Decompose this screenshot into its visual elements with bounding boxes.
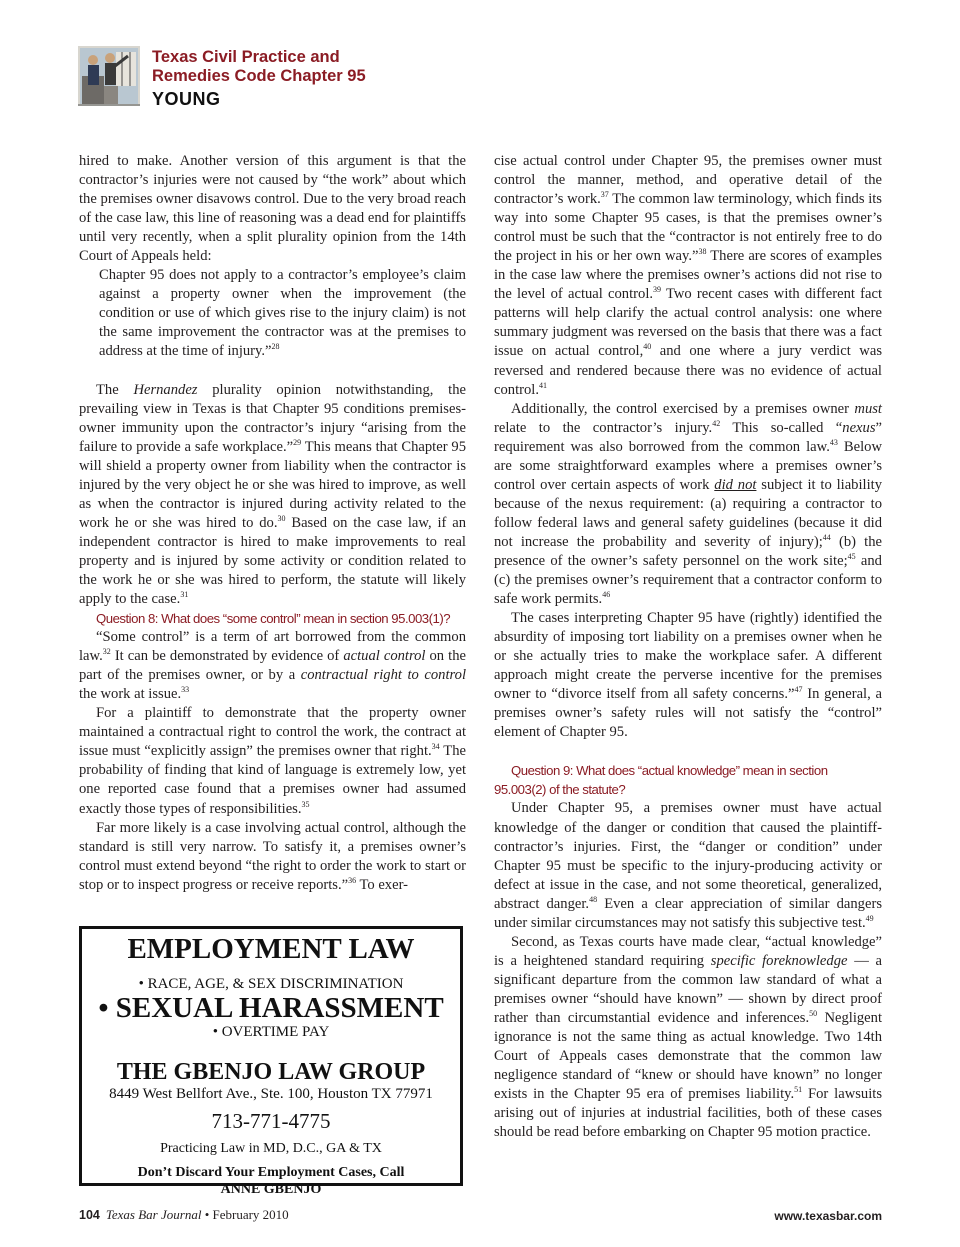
journal-name: Texas Bar Journal <box>105 1207 202 1222</box>
footnote-ref: 41 <box>539 380 547 390</box>
question-8-heading: Question 8: What does “some control” mean in section 95.003(1)? <box>96 611 451 627</box>
footnote-ref: 40 <box>643 342 652 352</box>
footnote-ref: 45 <box>847 551 856 561</box>
footnote-ref: 39 <box>653 285 662 295</box>
ad-firm-name: THE GBENJO LAW GROUP <box>116 1059 426 1085</box>
footnote-ref: 38 <box>698 247 707 257</box>
series-title <box>152 48 366 86</box>
author-name: YOUNG <box>152 89 221 109</box>
ad-call-to-action: Don’t Discard Your Employment Cases, Call <box>137 1165 405 1180</box>
paragraph: The cases interpreting Chapter 95 have (rightly) identified the absurdity of imposing tort liability on a premises owner when he or she actually tries to make the workplace safer. A different approach might create the perverse incentive for the premises owner to “divorce itself from all safety concerns.”$^{47}$ In general, a premises owner’s safety rules will not satisfy the “control” element of Chapter 95. <box>494 610 882 741</box>
ad-item: • OVERTIME PAY <box>212 1024 330 1040</box>
footer-separator: • <box>201 1207 213 1222</box>
right-column <box>494 152 882 1142</box>
footnote-ref: 30 <box>277 513 286 523</box>
ad-contact-name: ANNE GBENJO <box>220 1182 322 1197</box>
series-title-line-1: Texas Civil Practice and <box>152 48 340 66</box>
paragraph: For a plaintiff to demonstrate that the property owner maintained a contractual right to control the work, the contract at issue must “explicitly assign” the premises owner that right.$^{34}$ The probability of finding that kind of language is extremely low, yet one reported case found that a premises owner had assumed exactly those types of responsibilities.$^{35}$ <box>79 705 466 817</box>
ad-phone: 713-771-4775 <box>211 1109 331 1133</box>
ad-practice-areas: Practicing Law in MD, D.C., GA & TX <box>160 1141 382 1156</box>
footnote-ref: 44 <box>822 532 831 542</box>
issue-date: February 2010 <box>212 1207 289 1222</box>
footnote-ref: 42 <box>712 418 721 428</box>
employment-law-advertisement <box>79 926 463 1197</box>
page-footer <box>79 1207 289 1223</box>
footnote-ref: 50 <box>809 1008 818 1018</box>
paragraph: hired to make. Another version of this argument is that the contractor’s injuries were not caused by “the work” about which the premises owner disavows control. Due to the very broad reach of the case law, this line of reasoning was a dead end for plaintiffs until very recently, when a split plurality opinion from the 14th Court of Appeals held: <box>79 153 466 265</box>
footnote-ref: 36 <box>348 875 357 885</box>
article-header <box>78 46 398 108</box>
paragraph: Additionally, the control exercised by a premises owner must relate to the contractor’s injury.$^{42}$ This so-called “nexus” requirement was also borrowed from the common law.$^{43}$ Below are some straightforward examples where a premises owner’s control over certain aspects of work did not subject it to liability because of the nexus requirement: (a) requiring a contractor to follow federal laws and general safety guidelines (because it did not increase the probability and severity of injury);$^{44}$ (b) the presence of the owner’s safety personnel on the work site;$^{45}$ and (c) the premises owner’s requirement that a contractor conform to safe work permits.$^{46}$ <box>494 400 882 608</box>
footnote-ref: 34 <box>431 742 440 752</box>
footnote-ref: 37 <box>600 190 609 200</box>
footnote-ref: 33 <box>181 685 190 695</box>
footnote-ref: 29 <box>293 437 302 447</box>
page-number: 104 <box>79 1208 100 1222</box>
footnote-ref: 49 <box>865 913 874 923</box>
paragraph: Under Chapter 95, a premises owner must have actual knowledge of the danger or condition that caused the plaintiff-contractor’s injuries. First, the “danger or condition” under Chapter 95 must be specific to the injury-producing activity or defect at issue in the case, and not some theoretical, generalized, abstract danger.$^{48}$ Even a clear appreciation of similar dangers under similar circumstances may not satisfy this subjective test.$^{49}$ <box>494 800 882 931</box>
footer-url[interactable]: www.texasbar.com <box>774 1209 882 1223</box>
question-9-heading: Question 9: What does “actual knowledge” mean in section 95.003(2) of the statute? <box>494 763 828 798</box>
block-quote: Chapter 95 does not apply to a contractor’s employee’s claim against a property owner when the improvement (the condition or use of which gives rise to the injury claim) is not the same improvement the contractor was at the premises to address at the time of injury.”$^{28}$ <box>99 267 466 360</box>
footnote-ref: 46 <box>602 590 611 600</box>
footnote-ref: 48 <box>589 894 598 904</box>
paragraph: “Some control” is a term of art borrowed from the common law.$^{32}$ It can be demonstrated by evidence of actual control on the part of the premises owner, or by a contractual right to control the work at issue.$^{33}$ <box>79 629 467 703</box>
paragraph: cise actual control under Chapter 95, the premises owner must control the manner, method, and operative detail of the contractor’s work.$^{37}$ The common law terminology, which finds its way into some Chapter 95 cases, is that the premises owner’s control must be such that the “contractor is not entirely free to do the project in his or her own way.”$^{38}$ There are scores of examples in the case law where the premises owner’s actions did not rise to the level of actual control.$^{39}$ Two recent cases with different fact patterns will help clarify the actual control analysis: one where summary judgment was reversed on the basis that there was a fact issue on actual control,$^{40}$ and one where a jury verdict was reversed and rendered because there was no evidence of actual control.$^{41}$ <box>494 153 883 398</box>
left-column <box>79 152 466 895</box>
ad-address: 8449 West Bellfort Ave., Ste. 100, Houston TX 77971 <box>109 1086 433 1102</box>
ad-item: • RACE, AGE, & SEX DISCRIMINATION <box>138 976 404 992</box>
footnote-ref: 35 <box>301 799 310 809</box>
ad-headline: EMPLOYMENT LAW <box>127 933 415 965</box>
footnote-ref: 51 <box>794 1085 803 1095</box>
paragraph: The Hernandez plurality opinion notwithstanding, the prevailing view in Texas is that Chapter 95 conditions premises-owner immunity upon the contractor’s injury “arising from the failure to provide a safe workplace.”$^{29}$ This means that Chapter 95 will shield a property owner from liability when the contractor is injured by the very object he or she was hired to improve, as well as when the contractor is injured during activity related to the work he or she was hired to do.$^{30}$ Based on the case law, if an independent contractor is hired to make improvements to real property and is injured by some activity or condition related to the work he or she was hired to perform, the statute will likely apply to the case.$^{31}$ <box>79 381 466 608</box>
series-title-line-2: Remedies Code Chapter 95 <box>152 67 366 85</box>
footnote-ref: 47 <box>794 685 803 695</box>
ad-item-emphasis: • SEXUAL HARASSMENT <box>98 992 444 1024</box>
footnote-ref: 43 <box>829 437 838 447</box>
footnote-ref: 32 <box>102 647 111 657</box>
paragraph: Far more likely is a case involving actual control, although the standard is still very narrow. To satisfy it, a premises owner’s control must extend beyond “the right to order the work to start or stop or to inspect progress or receive reports.”$^{36}$ To exer- <box>79 819 466 893</box>
series-logo-illustration <box>78 46 140 106</box>
paragraph: Second, as Texas courts have made clear, “actual knowledge” is a heightened standard requiring specific foreknowledge — a significant departure from the common law standard of what a premises owner “should have known” — shown by direct proof rather than circumstantial evidence and inferences.$^{50}$ Negligent ignorance is not the same thing as actual knowledge. Two 14th Court of Appeals cases demonstrate that the common law negligence standard of “knew or should have known” no longer exists in the Chapter 95 era of premises liability.$^{51}$ For lawsuits arising out of injuries at industrial facilities, both of these cases should be read before embarking on Chapter 95 motion practice. <box>494 933 883 1141</box>
footnote-ref: 31 <box>180 590 189 600</box>
footnote-ref: 28 <box>271 342 280 352</box>
